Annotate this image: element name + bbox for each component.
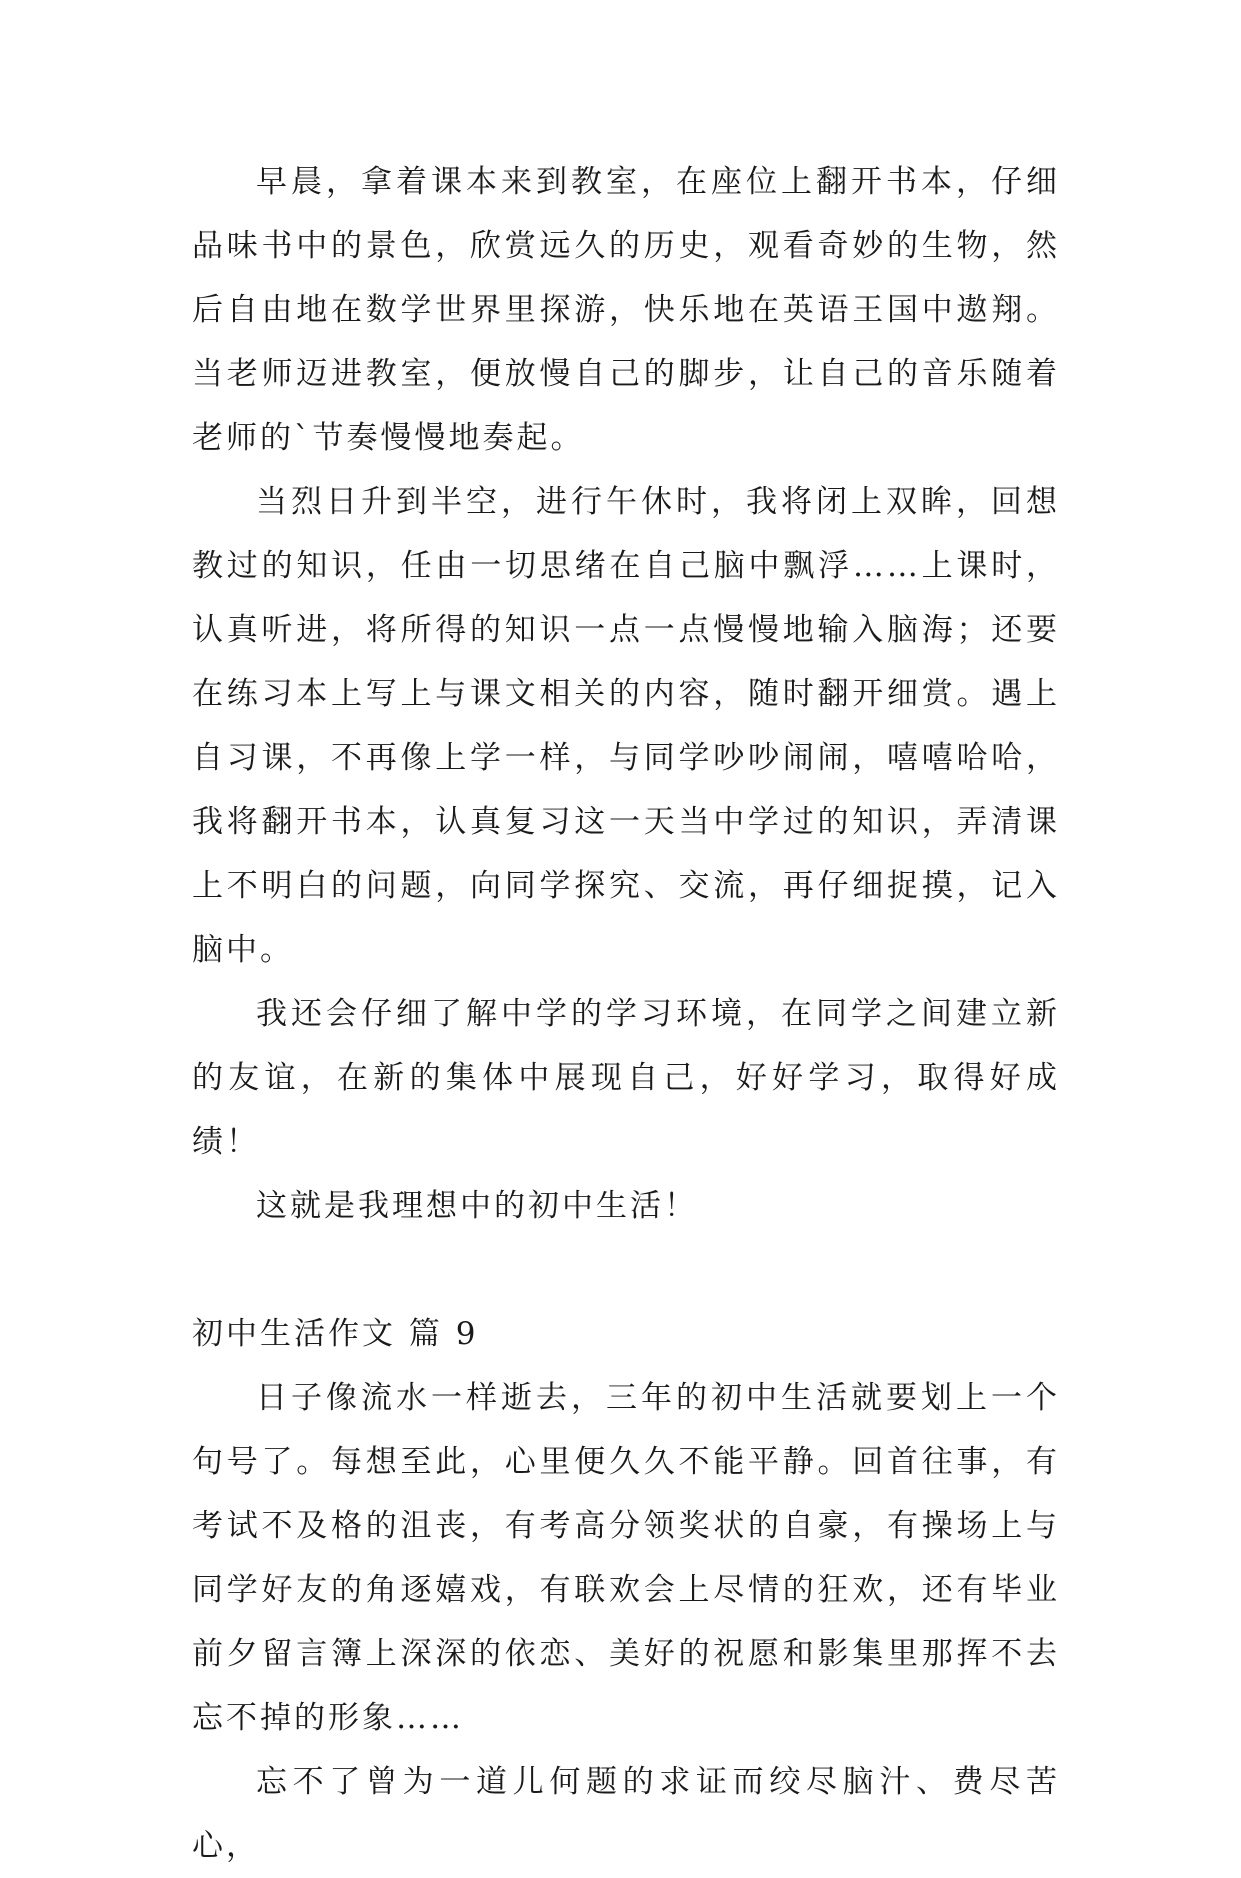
paragraph-morning-class: 早晨，拿着课本来到教室，在座位上翻开书本，仔细品味书中的景色，欣赏远久的历史，观看奇妙的生物，然后自由地在数学世界里探游，快乐地在英语王国中遨翔。当老师迈进教室，便放慢自己的脚步，让自己的音乐随着老师的`节奏慢慢地奏起。 (192, 164, 1060, 456)
paragraph-geometry-memory: 忘不了曾为一道儿何题的求证而绞尽脑汁、费尽苦心， (192, 1764, 1060, 1864)
paragraph-ideal-life: 这就是我理想中的初中生活！ (256, 1188, 698, 1224)
section-heading: 初中生活作文 篇 9 (192, 1316, 479, 1352)
section-spacer (192, 1238, 1060, 1302)
paragraph-noon-study: 当烈日升到半空，进行午休时，我将闭上双眸，回想教过的知识，任由一切思绪在自己脑中飘浮……上课时，认真听进，将所得的知识一点一点慢慢地输入脑海；还要在练习本上写上与课文相关的内容，随时翻开细赏。遇上自习课，不再像上学一样，与同学吵吵闹闹，嘻嘻哈哈，我将翻开书本，认真复习这一天当中学过的知识，弄清课上不明白的问题，向同学探究、交流，再仔细捉摸，记入脑中。 (192, 484, 1060, 968)
paragraph-new-friendship: 我还会仔细了解中学的学习环境，在同学之间建立新的友谊，在新的集体中展现自己，好好学习，取得好成绩！ (192, 996, 1060, 1160)
paragraph-time-passing: 日子像流水一样逝去，三年的初中生活就要划上一个句号了。每想至此，心里便久久不能平静。回首往事，有考试不及格的沮丧，有考高分领奖状的自豪，有操场上与同学好友的角逐嬉戏，有联欢会上尽情的狂欢，还有毕业前夕留言簿上深深的依恋、美好的祝愿和影集里那挥不去忘不掉的形象…… (192, 1380, 1060, 1736)
document-body (192, 150, 1060, 1878)
